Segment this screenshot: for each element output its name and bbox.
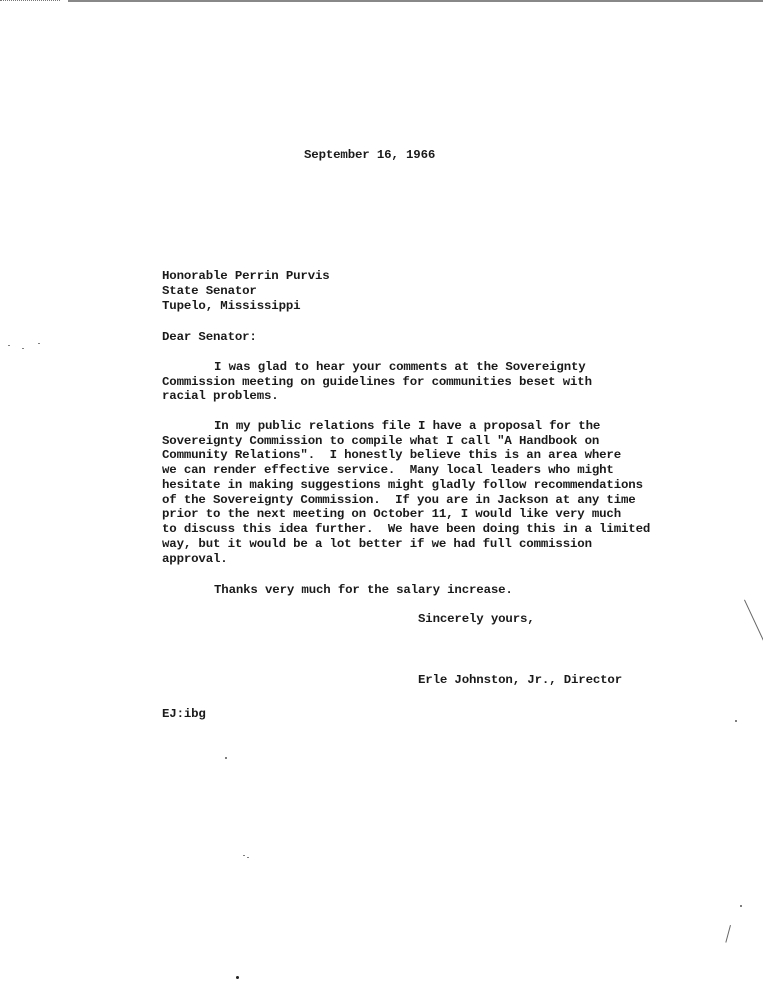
scan-speck xyxy=(236,976,239,979)
paragraph-line: In my public relations file I have a proposal for the xyxy=(214,419,601,433)
paragraph-3: Thanks very much for the salary increase. xyxy=(214,583,513,597)
scan-speck xyxy=(243,855,245,856)
scan-edge-left xyxy=(0,0,60,6)
signature: Erle Johnston, Jr., Director xyxy=(418,673,622,687)
scan-speck xyxy=(8,345,10,346)
paragraph-line: Sovereignty Commission to compile what I call "A Handbook on xyxy=(162,434,600,448)
scan-speck xyxy=(735,720,737,722)
paragraph-line: of the Sovereignty Commission. If you are in Jackson at any time xyxy=(162,493,636,507)
paragraph-line: Community Relations". I honestly believe this is an area where xyxy=(162,448,621,462)
scan-speck xyxy=(38,343,40,344)
scan-speck xyxy=(247,857,249,858)
paragraph-line: to discuss this idea further. We have been doing this in a limited xyxy=(162,522,651,536)
paragraph-line: racial problems. xyxy=(162,389,279,403)
paragraph-line: we can render effective service. Many local leaders who might xyxy=(162,463,614,477)
recipient-city: Tupelo, Mississippi xyxy=(162,299,301,313)
scan-speck xyxy=(740,905,742,907)
initials: EJ:ibg xyxy=(162,707,206,721)
paragraph-line: I was glad to hear your comments at the Sovereignty xyxy=(214,360,586,374)
paragraph-line: prior to the next meeting on October 11, I would like very much xyxy=(162,507,621,521)
scan-edge-right xyxy=(68,0,763,7)
scan-stroke xyxy=(744,600,763,655)
paragraph-line: way, but it would be a lot better if we had full commission xyxy=(162,537,592,551)
paragraph-line: approval. xyxy=(162,552,228,566)
scan-stroke xyxy=(725,925,731,943)
closing: Sincerely yours, xyxy=(418,612,535,626)
scan-speck xyxy=(22,348,24,349)
letter-date: September 16, 1966 xyxy=(304,148,436,162)
scan-speck xyxy=(225,757,227,759)
recipient-name: Honorable Perrin Purvis xyxy=(162,269,330,283)
recipient-title: State Senator xyxy=(162,284,257,298)
paragraph-line: Commission meeting on guidelines for communities beset with xyxy=(162,375,592,389)
salutation: Dear Senator: xyxy=(162,330,257,344)
paragraph-line: hesitate in making suggestions might gladly follow recommendations xyxy=(162,478,643,492)
